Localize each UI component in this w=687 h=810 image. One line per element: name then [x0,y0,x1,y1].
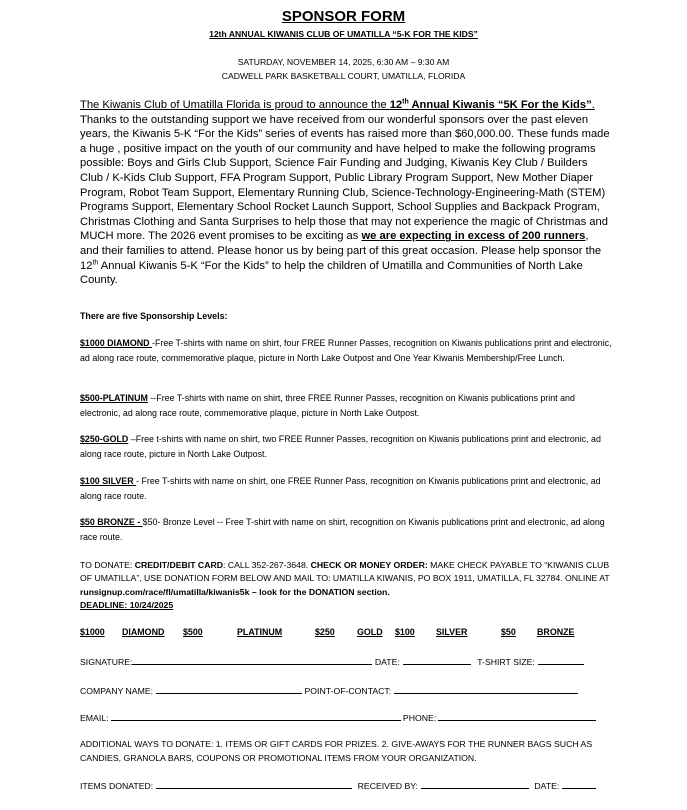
level-platinum: $500-PLATINUM --Free T-shirts with name on shirt, three FREE Runner Passes, recognition on Kiwanis publications print and electronic, ad along race route, commemorative plaque, picture in North Lake Outpost. [80,393,575,418]
signature-row: SIGNATURE: DATE: T-SHIRT SIZE: [80,655,584,667]
form-title: SPONSOR FORM [281,8,406,25]
deadline: DEADLINE: 10/24/2025 [80,599,174,610]
company-name-field[interactable] [156,684,302,694]
phone-field[interactable] [438,711,596,721]
intro-lead: The Kiwanis Club of Umatilla Florida is proud to announce the 12th Annual Kiwanis “5K For the Kids”. [80,98,595,111]
event-date: SATURDAY, NOVEMBER 14, 2025, 6:30 AM – 9:30 AM [237,57,450,67]
amount-gold[interactable]: GOLD [357,627,383,637]
runner-count-emphasis: we are expecting in excess of 200 runners [361,230,586,243]
form-subtitle: 12th ANNUAL KIWANIS CLUB OF UMATILLA “5-K FOR THE KIDS” [209,29,478,39]
items-donated-field[interactable] [156,779,352,789]
signature-field[interactable] [132,655,372,665]
items-donated-row: ITEMS DONATED: RECEIVED BY: DATE: [80,779,596,791]
amount-50[interactable]: $50 [501,627,516,637]
amount-500[interactable]: $500 [183,627,203,637]
donation-url[interactable]: runsignup.com/race/fl/umatilla/kiwanis5k – look for the DONATION section. [80,586,390,597]
point-of-contact-field[interactable] [394,684,578,694]
additional-ways: ADDITIONAL WAYS TO DONATE: 1. ITEMS OR GIFT CARDS FOR PRIZES. 2. GIVE-AWAYS FOR THE RUNNER BAGS SUCH AS CANDIES, GRANOLA BARS, COUPONS OR PROMOTIONAL ITEMS FROM YOUR ORGANIZATION. [80,739,593,763]
email-row: EMAIL: PHONE: [80,711,596,723]
event-location: CADWELL PARK BASKETBALL COURT, UMATILLA, FLORIDA [221,71,466,81]
levels-heading: There are five Sponsorship Levels: [80,311,228,321]
amount-platinum[interactable]: PLATINUM [237,627,283,637]
amount-silver[interactable]: SILVER [436,627,468,637]
amount-1000[interactable]: $1000 [80,627,105,637]
level-gold: $250-GOLD –Free t-shirts with name on shirt, two FREE Runner Passes, recognition on Kiwanis publications print and electronic, ad along race route, picture in North Lake Outpost. [80,434,601,459]
intro-paragraph: The Kiwanis Club of Umatilla Florida is proud to announce the 12th Annual Kiwanis “5K For the Kids”. Thanks to the outstanding support we have received from our wonderful sponsors over the past eleven years, the Kiwanis 5-K “For the Kids” series of events has raised more than $60,000.00. These funds made a huge , positive impact on the youth of our community and have helped to make the following programs possible: Boys and Girls Club Support, Science Fair Funding and Judging, Kiwanis Key Club / Builders Club / K-Kids Club Support, FFA Program Support, Public Library Program Support, New Mother Diaper Program, Robot Team Support, Elementary Running Club, Science-Technology-Engineering-Math (STEM) Programs Support, Elementary School Rocket Launch Support, School Supplies and Backpack Program, Christmas Clothing and Santa Surprises to help those that may not experience the magic of Christmas and MUCH more. The 2026 event promises to be exciting as we are expecting in excess of 200 runners, and their families to attend. Please honor us by being part of this great occasion. Please help sponsor the 12th Annual Kiwanis 5-K “For the Kids” to help the children of Umatilla and Communities of North Lake County. [80,98,610,287]
email-field[interactable] [111,711,401,721]
amount-100[interactable]: $100 [395,627,415,637]
date-field[interactable] [403,655,471,665]
level-diamond: $1000 DIAMOND -Free T-shirts with name on shirt, four FREE Runner Passes, recognition on Kiwanis publications print and electronic, ad along race route, commemorative plaque, picture in North Lake Outpost and One Year Kiwanis Membership/Free Lunch. [80,338,612,363]
level-bronze: $50 BRONZE - $50- Bronze Level -- Free T-shirt with name on shirt, recognition on Kiwanis publications print and electronic, ad along race route. [80,517,605,542]
donate-instructions: TO DONATE: CREDIT/DEBIT CARD: CALL 352-267-3648. CHECK OR MONEY ORDER: MAKE CHECK PAYABLE TO “KIWANIS CLUB OF UMATILLA”, USE DONATION FORM BELOW AND MAIL TO: UMATILLA KIWANIS, PO BOX 1911, UMATILLA, FL 32784. ONLINE AT runsignup.com/race/fl/umatilla/kiwanis5k – look for the DONATION section. DEADLINE: 10/24/2025 [80,560,610,610]
company-row: COMPANY NAME: POINT-OF-CONTACT: [80,684,578,696]
tshirt-size-field[interactable] [538,655,584,665]
amount-bronze[interactable]: BRONZE [537,627,575,637]
received-by-field[interactable] [421,779,529,789]
amount-diamond[interactable]: DIAMOND [122,627,165,637]
amount-250[interactable]: $250 [315,627,335,637]
level-silver: $100 SILVER - Free T-shirts with name on shirt, one FREE Runner Pass, recognition on Kiwanis publications print and electronic, ad along race route. [80,476,601,501]
received-date-field[interactable] [562,779,596,789]
